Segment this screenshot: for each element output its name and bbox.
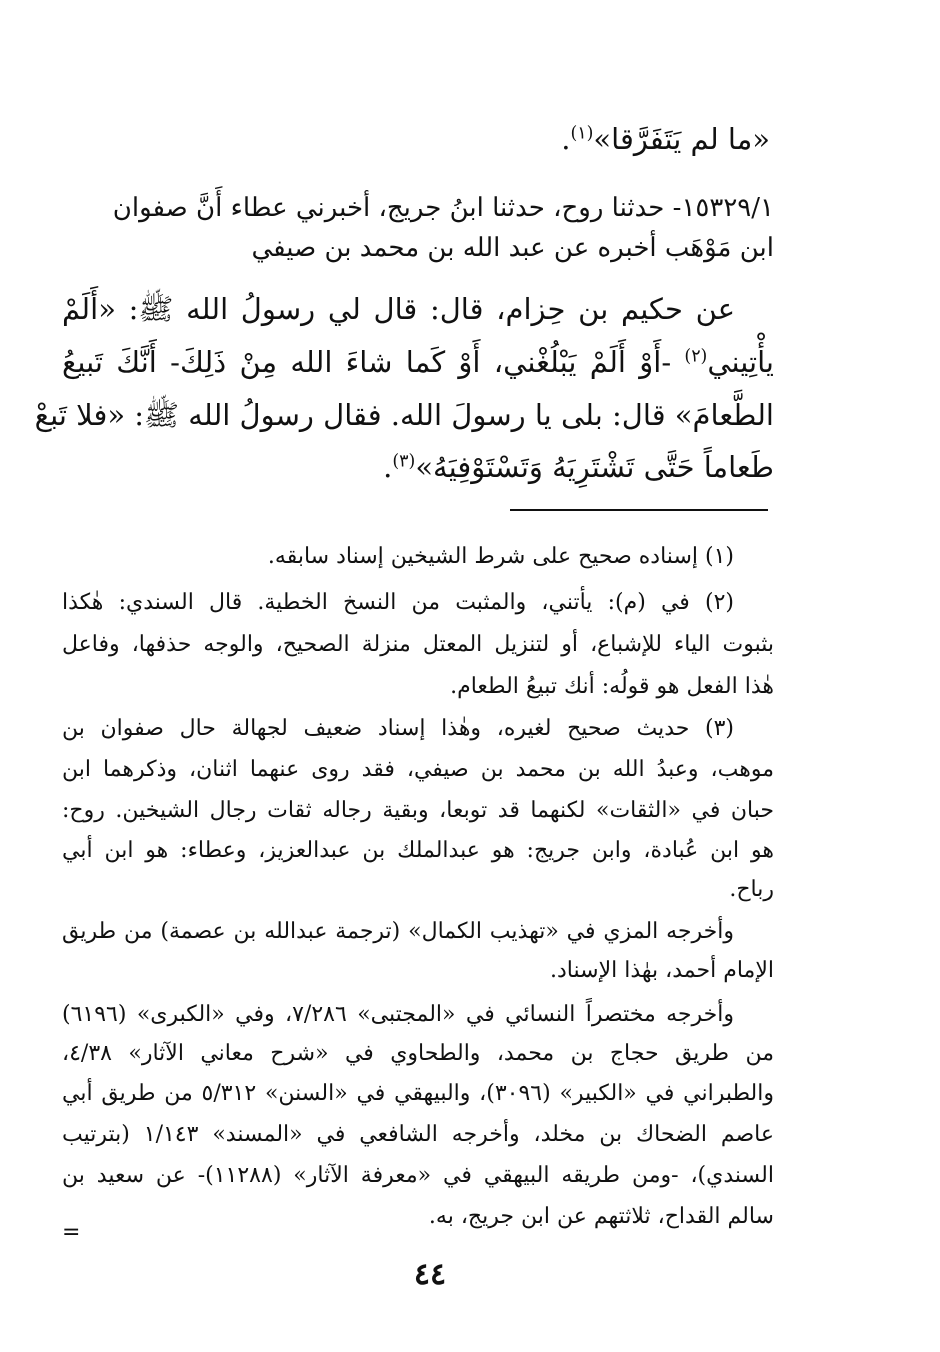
footnote-2-line-2: بثبوت الياء للإشباع، أو لتنزيل المعتل منزلة الصحيح، والوجه حذفها، وفاعل — [62, 632, 774, 657]
footnote-separator — [510, 509, 768, 511]
hadith-line-2 — [62, 345, 774, 379]
opening-text: «ما لم يَتَفَرَّقا» — [593, 122, 770, 156]
footnote-3-para-3-line-4: عاصم الضحاك بن مخلد، وأخرجه الشافعي في «المسند» ١/١٤٣ (بترتيب — [62, 1122, 775, 1147]
footnote-2-line-1: (٢) في (م): يأتني، والمثبت من النسخ الخطية. قال السندي: هٰكذا — [62, 590, 734, 615]
page-number: ٤٤ — [413, 1257, 447, 1292]
continuation-mark: = — [62, 1220, 81, 1245]
footnote-3-line-3: حبان في «الثقات» لكنهما قد توبعا، وبقية رجاله ثقات رجال الشيخين. روح: — [62, 798, 774, 823]
footnote-3-para-3-line-2: من طريق حجاج بن محمد، والطحاوي في «شرح معاني الآثار» ٤/٣٨، — [62, 1041, 774, 1066]
footnote-ref-1: (١) — [570, 123, 594, 144]
footnote-1-line-1: (١) إسناده صحيح على شرط الشيخين إسناد سابقه. — [267, 544, 734, 569]
footnote-3-line-4: هو ابن عُبادة، وابن جريج: هو عبدالملك بن عبدالعزيز، وعطاء: هو ابن أبي — [62, 838, 774, 863]
hadith-line-4 — [383, 450, 774, 484]
footnote-3-line-5: رباح. — [729, 877, 774, 902]
hadith-line-2-end: -أَوْ أَلَمْ يَبْلُغْني، أَوْ كَما شاءَ الله مِنْ ذَلِكَ- أَنَّكَ تَبيعُ — [62, 345, 685, 379]
footnote-2-line-3: هٰذا الفعل هو قولُه: أنك تبيعُ الطعام. — [450, 674, 774, 699]
footnote-3-line-2: موهب، وعبدُ الله بن محمد بن صيفي، فقد روى عنهما اثنان، وذكرهما ابن — [62, 757, 774, 782]
footnote-3-para-3-line-1: وأخرجه مختصراً النسائي في «المجتبى» ٧/٢٨٦، وفي «الكبرى» (٦١٩٦) — [62, 1002, 734, 1027]
isnad-line-2: ابن مَوْهَب أخبره عن عبد الله بن محمد بن صيفي — [251, 233, 774, 263]
footnote-3-line-1: (٣) حديث صحيح لغيره، وهٰذا إسناد ضعيف لجهالة حال صفوان بن — [62, 716, 734, 741]
footnote-3-para-2-line-2: الإمام أحمد، بهٰذا الإسناد. — [550, 958, 774, 983]
hadith-line-2-start: يأْتِيني — [707, 345, 774, 379]
footnote-3-para-2-line-1: وأخرجه المزي في «تهذيب الكمال» (ترجمة عبدالله بن عصمة) من طريق — [62, 919, 734, 944]
hadith-line-3: الطَّعامَ» قال: بلى يا رسولَ الله. فقال رسولُ الله ﷺ: «فلا تَبعْ — [34, 398, 774, 432]
hadith-line-4-start: طَعاماً حَتَّى تَشْتَرِيَهُ وَتَسْتَوْفِيَهُ» — [415, 450, 774, 484]
hadith-opening-line — [400, 122, 770, 156]
footnote-ref-3: (٣) — [392, 451, 416, 472]
opening-tail: . — [561, 122, 571, 156]
footnote-3-para-3-line-3: والطبراني في «الكبير» (٣٠٩٦)، والبيهقي في «السنن» ٥/٣١٢ من طريق أبي — [62, 1081, 774, 1106]
isnad-line-1: ١٥٣٢٩/١- حدثنا روح، حدثنا ابنُ جريج، أخبرني عطاء أَنَّ صفوان — [112, 193, 774, 223]
hadith-line-4-end: . — [383, 450, 393, 484]
footnote-3-para-3-line-5: السندي)، -ومن طريقه البيهقي في «معرفة الآثار» (١١٢٨٨)- عن سعيد بن — [62, 1163, 774, 1188]
footnote-ref-2: (٢) — [684, 346, 708, 367]
footnote-3-para-3-line-6: سالم القداح، ثلاثتهم عن ابن جريج، به. — [428, 1204, 774, 1229]
hadith-line-1: عن حكيم بن حِزام، قال: قال لي رسولُ الله ﷺ: «أَلَمْ — [62, 292, 735, 326]
